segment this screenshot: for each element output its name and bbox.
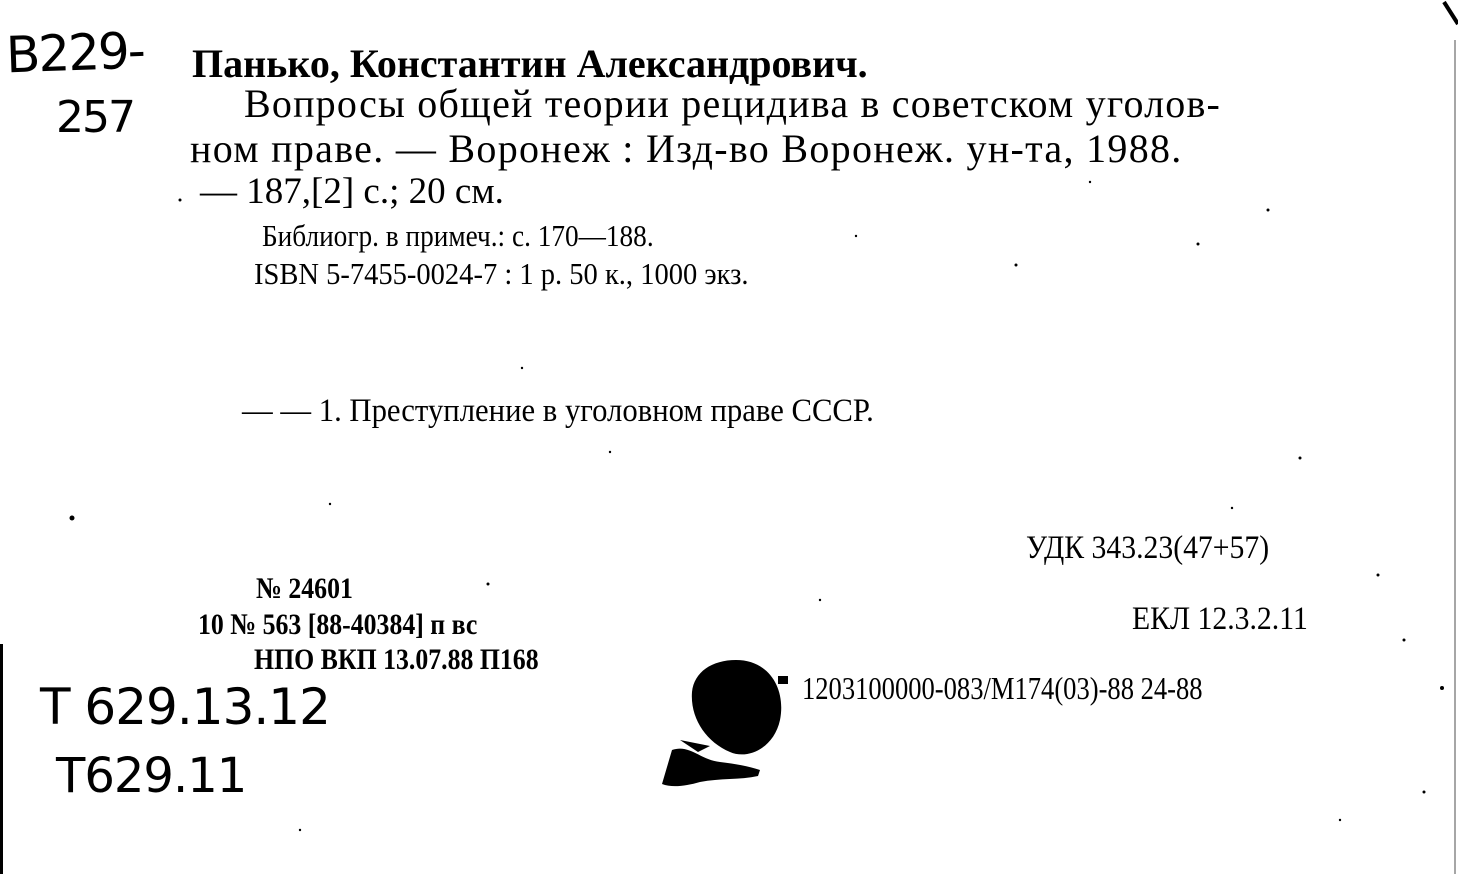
handwritten-shelf-mark-1: Т 629.13.12 <box>40 678 330 736</box>
title-line-2: ном праве. — Воронеж : Изд-во Воронеж. ун-та, 1988. <box>190 126 1183 171</box>
registry-line-3: НПО ВКП 13.07.88 П168 <box>254 643 539 676</box>
isbn-line: ISBN 5-7455-0024-7 : 1 р. 50 к., 1000 экз. <box>254 256 749 291</box>
ekl-code: ЕКЛ 12.3.2.11 <box>1132 601 1308 637</box>
handwritten-shelf-mark-2: Т629.11 <box>56 748 247 804</box>
registry-number: № 24601 <box>256 572 353 605</box>
subject-heading: — — 1. Преступление в уголовном праве СССР. <box>242 393 874 429</box>
bibliography-note: Библиогр. в примеч.: с. 170—188. <box>262 218 654 253</box>
udk-code: УДК 343.23(47+57) <box>1026 530 1270 566</box>
handwritten-call-number-top: В229- <box>5 21 145 85</box>
handwritten-call-number-bottom: 257 <box>56 92 134 143</box>
ink-smudge <box>662 749 760 787</box>
title-line-3: — 187,[2] с.; 20 см. <box>200 171 504 212</box>
card-right-edge <box>1454 40 1456 874</box>
ink-blot <box>692 660 781 754</box>
card-left-edge <box>0 644 3 874</box>
author-heading: Панько, Константин Александрович. <box>192 41 868 86</box>
catalog-code: 1203100000-083/М174(03)-88 24-88 <box>802 670 1203 706</box>
title-line-1: Вопросы общей теории рецидива в советском уголов- <box>244 81 1222 126</box>
registry-line-2: 10 № 563 [88-40384] п вс <box>198 608 478 641</box>
